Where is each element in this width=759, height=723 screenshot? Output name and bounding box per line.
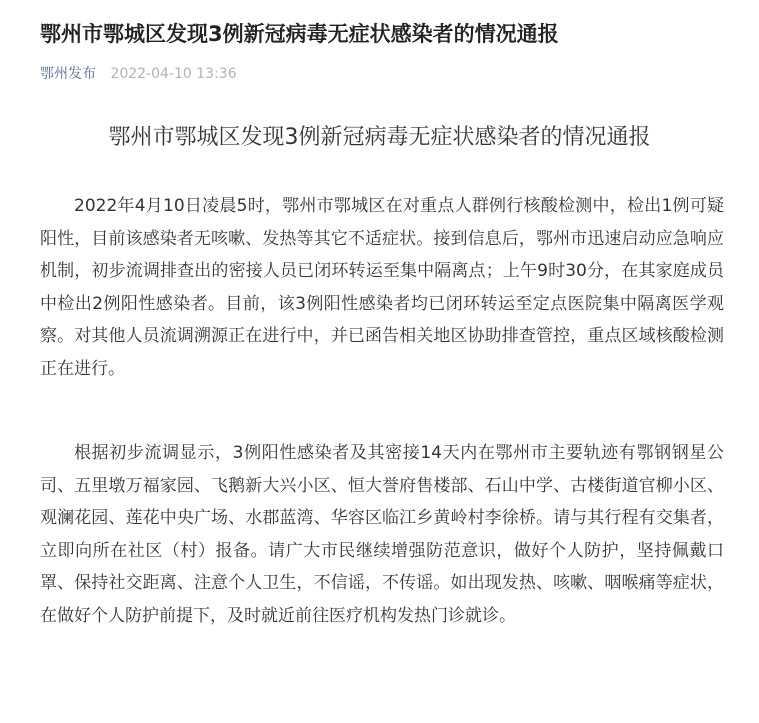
source-account-link[interactable]: 鄂州发布	[40, 66, 96, 82]
article-paragraph-2: 根据初步流调显示，3例阳性感染者及其密接14天内在鄂州市主要轨迹有鄂钢钢星公司、五里墩万福家园、飞鹅新大兴小区、恒大誉府售楼部、石山中学、古楼街道官柳小区、观澜花园、莲花中央广场、水郡蓝湾、华容区临江乡黄岭村李徐桥。请与其行程有交集者，立即向所在社区（村）报备。请广大市民继续增强防范意识，做好个人防护，坚持佩戴口罩、保持社交距离、注意个人卫生，不信谣，不传谣。如出现发热、咳嗽、咽喉痛等症状，在做好个人防护前提下，及时就近前往医疗机构发热门诊就诊。	[40, 443, 724, 626]
article-subtitle: 鄂州市鄂城区发现3例新冠病毒无症状感染者的情况通报	[108, 125, 651, 150]
article-headline: 鄂州市鄂城区发现3例新冠病毒无症状感染者的情况通报	[40, 22, 559, 46]
publish-time: 2022-04-10 13:36	[110, 66, 237, 82]
article-paragraph-1: 2022年4月10日凌晨5时，鄂州市鄂城区在对重点人群例行核酸检测中，检出1例可疑阳性，目前该感染者无咳嗽、发热等其它不适症状。接到信息后，鄂州市迅速启动应急响应机制，初步流调排查出的密接人员已闭环转运至集中隔离点；上午9时30分，在其家庭成员中检出2例阳性感染者。目前，该3例阳性感染者均已闭环转运至定点医院集中隔离医学观察。对其他人员流调溯源正在进行中，并已函告相关地区协助排查管控，重点区域核酸检测正在进行。	[40, 196, 724, 379]
article-meta	[40, 63, 237, 85]
